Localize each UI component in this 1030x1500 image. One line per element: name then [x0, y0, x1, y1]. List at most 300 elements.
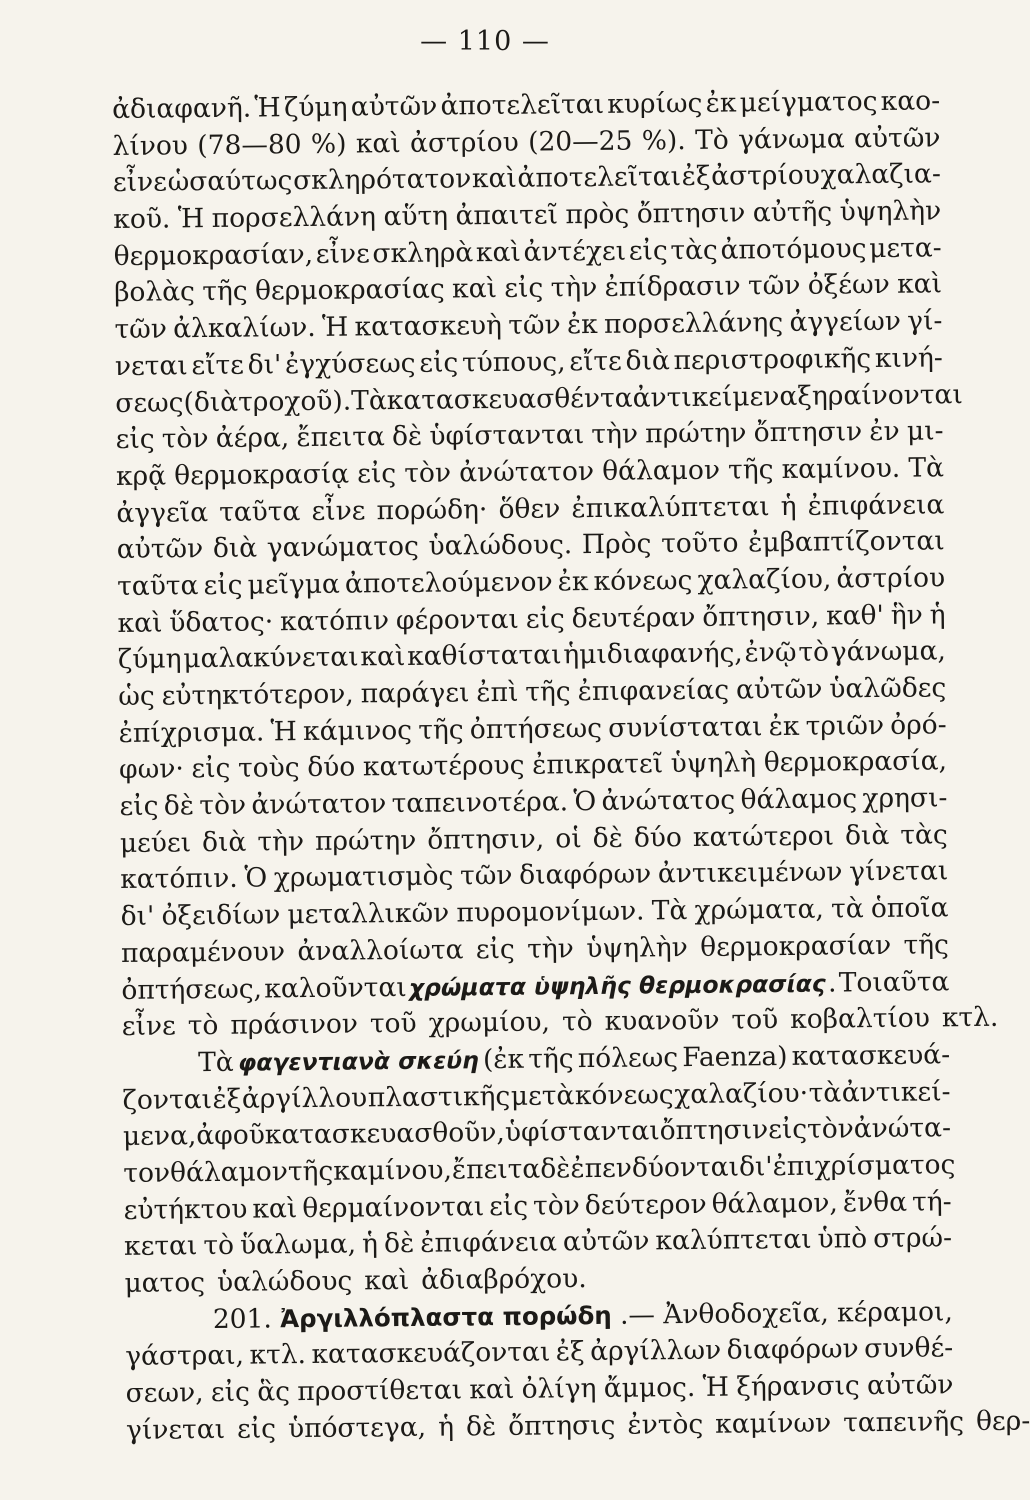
word: ὀλίγη [521, 1373, 597, 1405]
word: διὰ [625, 344, 670, 377]
word: παραμένουν [120, 936, 286, 969]
word: Ὁ [244, 862, 268, 895]
word: Ἀνθοδοχεῖα, [663, 1297, 829, 1330]
word: ὕδατος· [169, 605, 274, 639]
emphasized-term: χρώματα ὑψηλῆς θερμοκρασίας [408, 969, 826, 1002]
word: μετα- [869, 232, 942, 264]
word: καὶ [360, 641, 406, 673]
word: ἡ [361, 1228, 379, 1260]
word: πορσελλάνη [211, 201, 377, 235]
word: γίνεται [125, 1413, 226, 1446]
word: μι- [906, 415, 944, 447]
word: κρᾷ [115, 460, 167, 492]
word: εἰς [236, 1413, 277, 1445]
word: δι' [247, 349, 282, 381]
word: εἰς [210, 1376, 251, 1409]
word: ἐπιφάνεια [420, 1226, 558, 1260]
word: ὄπτησιν [753, 416, 863, 449]
word: χρωμίου, [428, 1006, 551, 1039]
word: ὑψηλὴν [586, 931, 688, 964]
word: . [827, 966, 837, 999]
word: ὑφίστανται [429, 419, 585, 452]
word: ταῦτα [218, 495, 301, 528]
word: ἀγγεῖα [116, 496, 209, 529]
word: μεῖγμα [247, 568, 341, 601]
word: ὀπτήσεως [469, 712, 603, 745]
word: Τὰ [651, 895, 688, 927]
word: ὁποῖα [870, 892, 949, 925]
word: κατωτέρους [362, 750, 525, 783]
word: ὑψηλὴ [670, 747, 757, 780]
body-text [112, 83, 1030, 1449]
word: ἐκ [768, 710, 800, 742]
word: τὴν [550, 272, 598, 304]
word: ταῦτα [117, 570, 199, 602]
word: οἱ [555, 822, 582, 855]
word: τὸν [161, 423, 209, 455]
word: τὴν [591, 418, 639, 451]
word: θερμοκρασία, [763, 745, 948, 779]
word: τὸ [561, 1006, 593, 1038]
word: αὐτῶν [562, 1225, 650, 1258]
word: χαλαζίου· [674, 1077, 809, 1110]
word: ὀξέων [807, 269, 890, 302]
word: εὐτήκτου [123, 1193, 248, 1226]
word: ὄπτησιν, [427, 823, 545, 856]
word: καθίσταται [406, 639, 562, 673]
word: χαλαζίου, [697, 563, 832, 596]
word: καὶ [364, 1264, 410, 1297]
word: κατόπιν [279, 604, 390, 637]
page-number: — 110 — [420, 26, 550, 57]
word: ἐξ [555, 1336, 585, 1368]
word: τῆς [202, 276, 248, 308]
word: κέραμοι, [836, 1295, 953, 1329]
word: χαλαζια- [820, 158, 941, 191]
word: κυρίως [607, 87, 703, 120]
word: καλύπτεται [655, 1224, 812, 1257]
word: παράγει [360, 677, 470, 710]
word: ἃς [257, 1376, 291, 1408]
word: ἐν [869, 415, 900, 448]
word: ὑπόστεγα, [287, 1411, 427, 1444]
word: φέρονται [395, 603, 519, 636]
word: σκληρότατον [292, 163, 472, 197]
word: εἰς [525, 602, 565, 635]
word: τῶν [747, 270, 801, 302]
word: ἡ [780, 490, 797, 522]
word: Τὰ [198, 1046, 234, 1079]
word: εἶνε [121, 1010, 176, 1043]
word: τὸν [532, 1189, 580, 1222]
word: ἀνώτα- [853, 1112, 952, 1145]
word: ἐξ [681, 161, 711, 193]
emphasized-term: φαγεντιανὰ σκεύη [237, 1046, 479, 1077]
word: τή- [911, 1185, 952, 1218]
word: ἡμιδιαφανής, [563, 637, 743, 671]
word: φων· [118, 753, 184, 786]
word: (78—80 [197, 128, 302, 161]
word: θερμοκρασίας [254, 273, 445, 307]
word: πλαστικῆς [367, 1080, 511, 1113]
word: καὶ [471, 163, 517, 195]
word: ὀξειδίων [161, 899, 281, 932]
word: ὄπτησιν [636, 197, 746, 230]
word: ἀντικειμένων [657, 856, 843, 890]
word: ἔνθα [842, 1186, 908, 1219]
word: τὸν [806, 1113, 854, 1146]
word: εἶνε [311, 494, 366, 527]
word: εἰς [475, 933, 515, 966]
word: ὀπτήσεως, [121, 972, 263, 1006]
word: ἀστρίου [711, 159, 821, 193]
word: εἰς [504, 272, 544, 305]
word: καὶ [469, 1373, 515, 1406]
word: ἡ [929, 598, 946, 631]
word: εἰς [767, 1114, 808, 1146]
word: ἣν [890, 599, 923, 631]
word: ἀποτόμους [720, 232, 867, 266]
word: τὰς [900, 819, 948, 851]
word: τον [123, 1157, 171, 1189]
word: γάνωμα [737, 123, 845, 156]
word: δι' [120, 900, 155, 933]
word: θάλαμον [169, 1156, 289, 1189]
word: τὸ [203, 1230, 235, 1262]
word: καμίνου, [333, 1154, 453, 1187]
word: μενα, [122, 1120, 197, 1153]
word: τὸ [798, 636, 830, 669]
word: ὅθεν [498, 492, 561, 525]
word: εἶνε [315, 238, 370, 270]
word: γάνωμα, [830, 635, 946, 668]
word: εὐτηκτότερον, [161, 678, 354, 712]
word: εἰς [488, 1190, 529, 1222]
word: ξήρανσις [736, 1370, 860, 1403]
word: ἐπιφανείας [577, 674, 730, 708]
word: ἐπιχρίσματος [772, 1149, 956, 1183]
word: ταπεινοτέρα. [391, 786, 569, 820]
word: καὶ [451, 273, 498, 305]
word: χρωματισμὸς [273, 860, 454, 894]
word: ἀδιαβρόχου. [421, 1263, 587, 1296]
word: εἰς [357, 457, 397, 490]
word: κτλ. [941, 1001, 999, 1034]
word: %) [310, 128, 347, 160]
word: ὑψηλὴν [839, 195, 942, 228]
word: ἐπίχρισμα. [118, 716, 265, 749]
word: ἀδιαφανῆ. [112, 92, 252, 125]
word: ἀνώτατος [601, 784, 736, 817]
word: (ἐκ [482, 1043, 525, 1076]
word: μεταλλικῶν [287, 897, 450, 931]
word: καὶ [475, 236, 521, 268]
word: πορώδη· [376, 493, 488, 526]
word: γί- [907, 305, 943, 337]
word: κατασκευασθοῦν, [264, 1117, 506, 1151]
word: μεύει [119, 826, 192, 859]
word: καμίνων [715, 1407, 832, 1440]
word: ἀνώτατον [251, 788, 387, 821]
word: δὲ [465, 1410, 497, 1443]
word: ὄπτησιν [659, 1114, 769, 1147]
word: ὡς [118, 680, 155, 712]
word: θάλαμος [740, 783, 858, 816]
word: περιστροφικῆς [673, 342, 872, 376]
word: ξηραίνονται [797, 378, 963, 412]
word: .— [619, 1299, 656, 1331]
word: δὲ [383, 1228, 415, 1260]
word: ματος [124, 1267, 206, 1299]
word: ἀντικεί- [841, 1075, 951, 1108]
word: προστίθεται [297, 1374, 463, 1408]
word: ἀντικείμενα [632, 380, 798, 414]
word: διὰ [201, 826, 247, 858]
word: κάμινος [302, 714, 413, 747]
word: ἀπαιτεῖ [455, 199, 559, 232]
word: δύο [633, 821, 683, 854]
word: κινή- [874, 342, 943, 374]
word: ἐξ [212, 1083, 242, 1115]
word: σεων, [125, 1377, 204, 1409]
word: ἀποτελούμενον [344, 566, 553, 600]
word: κοβαλτίου [790, 1002, 931, 1036]
word: στρώ- [872, 1222, 953, 1255]
word: Ἡ [321, 311, 349, 343]
word: τοῦ [369, 1008, 417, 1040]
word: Faenza) [682, 1040, 788, 1073]
word: τὸν [199, 789, 247, 822]
word: τὴν [257, 825, 305, 858]
word: Τὰ [908, 452, 945, 484]
word: ἐπικαλύπτεται [571, 490, 770, 524]
word: ἐπίδρασιν [604, 270, 741, 304]
word: ἀστρίου [836, 562, 946, 595]
word: διαφόρων [519, 858, 652, 892]
word: ὑφίστανται [504, 1115, 660, 1149]
word: Τὰ [351, 384, 387, 417]
word: ἀργίλλων [589, 1335, 722, 1368]
word: ἡ [437, 1411, 455, 1443]
word: αὐτῶν [866, 1369, 954, 1402]
word: 201. [212, 1303, 273, 1335]
word: πυρομονίμων. [456, 895, 645, 929]
word: ἐντὸς [627, 1408, 704, 1441]
section-heading: Ἀργιλλόπλαστα πορώδη [279, 1300, 612, 1333]
word: ὑαλώδους [216, 1265, 353, 1298]
word: ὑπὸ [817, 1223, 868, 1255]
word: θερμαίνονται [302, 1190, 485, 1224]
word: θερμοκρασίαν [700, 929, 892, 963]
word: γίνεται [848, 855, 949, 888]
word: ἐπικρατεῖ [532, 748, 664, 782]
word: εἰς [119, 790, 159, 823]
word: δὲ [163, 790, 195, 822]
word: πρώτην [314, 824, 417, 857]
word: καο- [880, 85, 941, 117]
word: ὡσαύτως [167, 165, 293, 198]
text-line [125, 1404, 1030, 1449]
word: τοὺς [237, 752, 300, 785]
word: καὶ [355, 127, 401, 160]
word: (20—25 [527, 125, 633, 158]
word: τῆς [287, 1155, 334, 1188]
word: ζύμη [283, 91, 348, 124]
word: Ὁ [573, 786, 597, 818]
word: ὄπτησιν, [702, 600, 820, 633]
word: ἐγχύσεως [284, 347, 416, 381]
word: ἐκ [705, 87, 737, 119]
word: αὐτῶν [350, 90, 438, 123]
word: τῆς [418, 714, 464, 746]
word: τριῶν [805, 709, 885, 742]
word: ἐμβαπτίζονται [748, 525, 945, 559]
word: ἄμμος. [603, 1372, 696, 1404]
word: εἰς [628, 234, 668, 267]
word: εἰς [115, 423, 155, 456]
word: βολὰς [113, 276, 196, 309]
word: τῆς [727, 453, 774, 486]
word: Ἡ [270, 715, 298, 748]
word: Τοιαῦτα [838, 965, 950, 998]
word: ζύμη [117, 643, 182, 676]
word: θάλαμον [601, 454, 721, 487]
word: τὸν [404, 457, 452, 489]
word: αὕτη [383, 200, 449, 233]
word: ἐκ [557, 565, 589, 598]
word: Πρὸς [581, 528, 652, 561]
word: διὰ [844, 819, 890, 852]
word: κεται [123, 1230, 198, 1263]
word: κατασκευά- [791, 1039, 951, 1072]
word: θερμοκρασίαν, [113, 238, 314, 272]
word: εἴτε [191, 349, 245, 381]
word: κατασκευὴ [354, 310, 503, 343]
word: ἐνῷ [744, 637, 797, 669]
word: αὐτῶν [853, 122, 941, 154]
word: καθ' [825, 599, 884, 632]
word: ὀρό- [890, 708, 947, 741]
word: ἀλκαλίων. [173, 312, 316, 345]
word: πρώτην [645, 417, 747, 450]
word: πόλεως [577, 1042, 679, 1075]
word: Τὸ [694, 124, 729, 156]
word: κυανοῦν [604, 1004, 720, 1038]
word: αὐτῆς [752, 196, 833, 229]
word: ἐπιφάνεια [807, 488, 945, 522]
word: %). [641, 124, 686, 157]
word: νεται [114, 350, 188, 382]
word: χρώματα, [694, 893, 825, 927]
word: θερμοκρασίᾳ [174, 458, 350, 492]
word: ἀποτελεῖται [517, 161, 682, 195]
word: θάλαμον, [711, 1187, 839, 1220]
word: τὰ [808, 1076, 842, 1109]
word: δεύτερον [584, 1188, 707, 1221]
word: αὐτῶν [116, 533, 204, 566]
word: κατασκευάζονται [311, 1336, 551, 1371]
word: τῆς [903, 929, 950, 961]
word: χρησι- [862, 782, 948, 815]
word: ἀνώτατον [458, 455, 595, 489]
word: δευτέραν [571, 601, 696, 634]
word: ταπεινῆς [842, 1405, 965, 1439]
word: τῶν [459, 860, 513, 892]
word: γανώματος [266, 531, 420, 564]
word: καὶ [252, 1192, 298, 1225]
word: δὲ [391, 420, 423, 453]
word: διαφόρων [726, 1333, 859, 1367]
word: καλοῦνται [264, 971, 407, 1004]
word: τοῦ [731, 1004, 779, 1036]
word: συνίσταται [608, 710, 763, 744]
word: σκληρὰ [372, 236, 474, 270]
word: εἰς [191, 753, 231, 785]
word: ἔπειτα [451, 1153, 541, 1186]
word: τροχοῦ). [237, 385, 352, 418]
word: κοῦ. [113, 203, 171, 236]
word: εἶνε [112, 166, 168, 199]
word: κόνεως [574, 1078, 674, 1111]
word: πρὸς [565, 198, 630, 231]
word: ἀστρίου [409, 126, 519, 159]
word: Ἡ [702, 1371, 730, 1403]
word: κατασκευασθέντα [386, 382, 633, 416]
word: τῆς [525, 676, 571, 708]
word: τὰ [830, 893, 864, 925]
word: κτλ. [249, 1339, 307, 1372]
word: ἀργίλλου [241, 1081, 368, 1115]
word: ἐπενδύονται [570, 1151, 740, 1185]
word: ὄπτησις [508, 1409, 616, 1442]
word: πορσελλάνης [603, 307, 784, 340]
word: μαλακύνεται [183, 641, 359, 675]
word: δὲ [592, 822, 624, 854]
word: τῆς [528, 1043, 574, 1075]
word: τῶν [114, 313, 168, 346]
word: σεως [115, 386, 184, 419]
word: ἐπὶ [476, 676, 519, 709]
word: θερ- [975, 1405, 1030, 1437]
word: καὶ [117, 607, 163, 639]
word: εἴτε [569, 345, 622, 378]
word: ἔπειτα [296, 421, 385, 454]
word: δι' [738, 1151, 773, 1183]
word: μείγματος [739, 85, 878, 119]
word: λίνου [112, 129, 189, 162]
word: Ἡ [254, 92, 281, 124]
word: ἀντέχει [523, 235, 627, 268]
word: διὰ [212, 532, 258, 565]
word: καὶ [896, 268, 943, 301]
word: γάστραι, [125, 1340, 245, 1373]
word: τὴν [527, 933, 575, 965]
word: εἰς [419, 347, 459, 379]
word: ζονται [122, 1083, 213, 1116]
word: εἰς [203, 569, 243, 602]
word: δύο [307, 751, 356, 784]
word: τὰς [670, 234, 718, 266]
word: ὕαλωμα, [239, 1228, 357, 1262]
word: τοῦτο [660, 527, 739, 560]
word: Ἡ [177, 203, 205, 235]
word: τῶν [508, 309, 561, 341]
word: ἀέρα, [215, 422, 290, 455]
word: ἀγγείων [789, 305, 902, 339]
word: ἀφοῦ [196, 1119, 266, 1152]
word: ἀποτελεῖται [440, 88, 605, 122]
word: καμίνου. [781, 452, 901, 485]
